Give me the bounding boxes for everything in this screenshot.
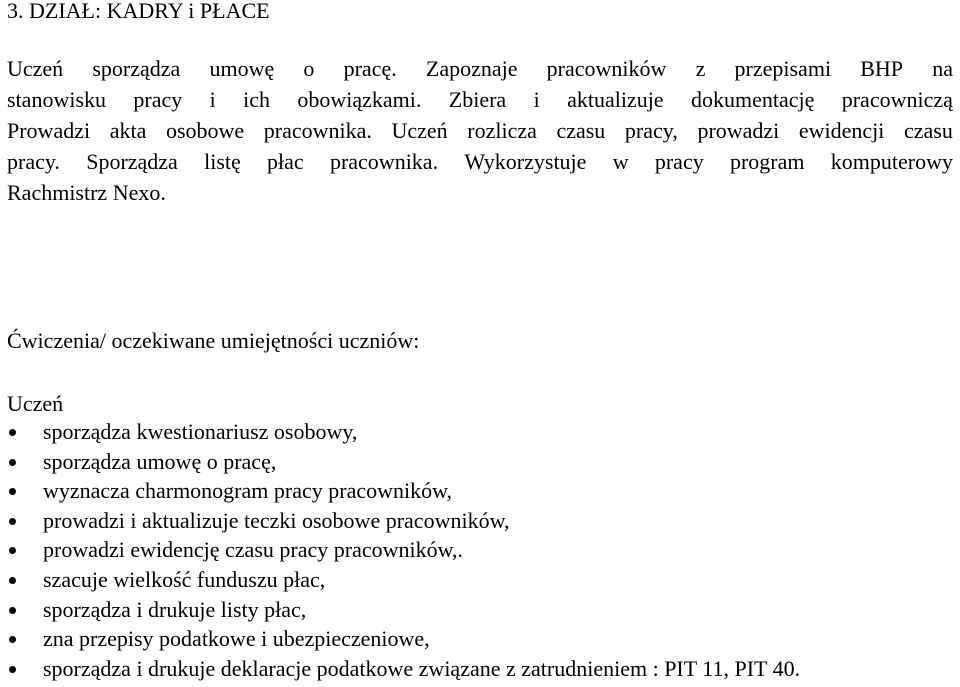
paragraph-word: pracy bbox=[654, 149, 704, 174]
paragraph-word: Rachmistrz Nexo. bbox=[7, 180, 166, 205]
bullet-icon bbox=[9, 577, 16, 584]
paragraph-word: pracownika. bbox=[263, 118, 372, 143]
paragraph-word: na bbox=[932, 56, 953, 81]
paragraph-word: Sporządza bbox=[86, 149, 178, 174]
paragraph-word: pracowniczą bbox=[841, 87, 953, 112]
bullet-icon bbox=[9, 607, 16, 614]
list-item bbox=[0, 624, 960, 654]
paragraph-word: z bbox=[695, 56, 706, 81]
paragraph-word: i bbox=[209, 87, 216, 112]
bullet-icon bbox=[9, 547, 16, 554]
paragraph-word: Uczeń bbox=[7, 56, 64, 81]
bullet-icon bbox=[9, 666, 16, 673]
bullet-icon bbox=[9, 518, 16, 525]
paragraph-word: osobowe bbox=[165, 118, 245, 143]
paragraph-word: czasu bbox=[904, 118, 953, 143]
section-heading: 3. DZIAŁ: KADRY i PŁACE bbox=[7, 0, 270, 23]
paragraph-line bbox=[7, 53, 953, 84]
paragraph-word: Zapoznaje bbox=[425, 56, 518, 81]
paragraph-word: sporządza bbox=[92, 56, 181, 81]
paragraph-word: ewidencji bbox=[798, 118, 885, 143]
bullet-icon bbox=[9, 488, 16, 495]
list-item-text: wyznacza charmonogram pracy pracowników, bbox=[43, 478, 453, 504]
list-item-text: prowadzi ewidencję czasu pracy pracowników,. bbox=[43, 537, 464, 563]
list-item-text: sporządza umowę o pracę, bbox=[43, 448, 277, 474]
paragraph-word: Wykorzystuje bbox=[464, 149, 587, 174]
paragraph-word: komputerowy bbox=[830, 149, 953, 174]
bullet-icon bbox=[9, 459, 16, 466]
paragraph-word: obowiązkami. bbox=[297, 87, 422, 112]
list-item-text: sporządza i drukuje deklaracje podatkowe związane z zatrudnieniem : PIT 11, PIT 40. bbox=[43, 655, 801, 681]
list-item bbox=[0, 506, 960, 536]
list-item-text: sporządza i drukuje listy płac, bbox=[43, 596, 307, 622]
paragraph-word: program bbox=[729, 149, 805, 174]
paragraph-word: i bbox=[533, 87, 540, 112]
paragraph-word: pracownika. bbox=[329, 149, 439, 174]
exercises-title: Ćwiczenia/ oczekiwane umiejętności uczniów: bbox=[7, 328, 420, 353]
paragraph-line bbox=[7, 146, 953, 177]
paragraph-word: Uczeń bbox=[391, 118, 448, 143]
list-item bbox=[0, 595, 960, 625]
skills-list bbox=[0, 417, 960, 683]
bullet-icon bbox=[9, 636, 16, 643]
paragraph-word: ich bbox=[243, 87, 270, 112]
paragraph-word: prowadzi bbox=[697, 118, 780, 143]
paragraph-word: pracy. bbox=[7, 149, 60, 174]
list-item-text: zna przepisy podatkowe i ubezpieczeniowe, bbox=[43, 626, 430, 652]
paragraph-word: dokumentację bbox=[690, 87, 815, 112]
paragraph-word: aktualizuje bbox=[567, 87, 664, 112]
section-description bbox=[7, 53, 953, 208]
paragraph-word: o bbox=[303, 56, 315, 81]
list-item bbox=[0, 535, 960, 565]
paragraph-word: płac bbox=[267, 149, 304, 174]
paragraph-word: akta bbox=[109, 118, 147, 143]
list-item-text: szacuje wielkość funduszu płac, bbox=[43, 566, 326, 592]
paragraph-word: czasu bbox=[556, 118, 606, 143]
list-item bbox=[0, 447, 960, 477]
paragraph-word: listę bbox=[204, 149, 241, 174]
paragraph-word: pracy, bbox=[624, 118, 678, 143]
paragraph-word: Prowadzi bbox=[7, 118, 91, 143]
paragraph-line bbox=[7, 84, 953, 115]
paragraph-word: przepisami bbox=[734, 56, 832, 81]
paragraph-word: pracę. bbox=[343, 56, 397, 81]
paragraph-line bbox=[7, 115, 953, 146]
student-label: Uczeń bbox=[7, 391, 64, 416]
list-item bbox=[0, 654, 960, 684]
list-item bbox=[0, 476, 960, 506]
paragraph-word: pracowników bbox=[546, 56, 667, 81]
paragraph-word: w bbox=[612, 149, 629, 174]
paragraph-word: Zbiera bbox=[448, 87, 507, 112]
paragraph-line bbox=[7, 177, 953, 208]
bullet-icon bbox=[9, 429, 16, 436]
paragraph-word: pracy bbox=[133, 87, 183, 112]
paragraph-word: stanowisku bbox=[7, 87, 106, 112]
list-item bbox=[0, 565, 960, 595]
paragraph-word: BHP bbox=[860, 56, 904, 81]
paragraph-word: rozlicza bbox=[467, 118, 537, 143]
list-item bbox=[0, 417, 960, 447]
paragraph-word: umowę bbox=[209, 56, 275, 81]
list-item-text: sporządza kwestionariusz osobowy, bbox=[43, 419, 358, 444]
list-item-text: prowadzi i aktualizuje teczki osobowe pracowników, bbox=[43, 507, 510, 533]
